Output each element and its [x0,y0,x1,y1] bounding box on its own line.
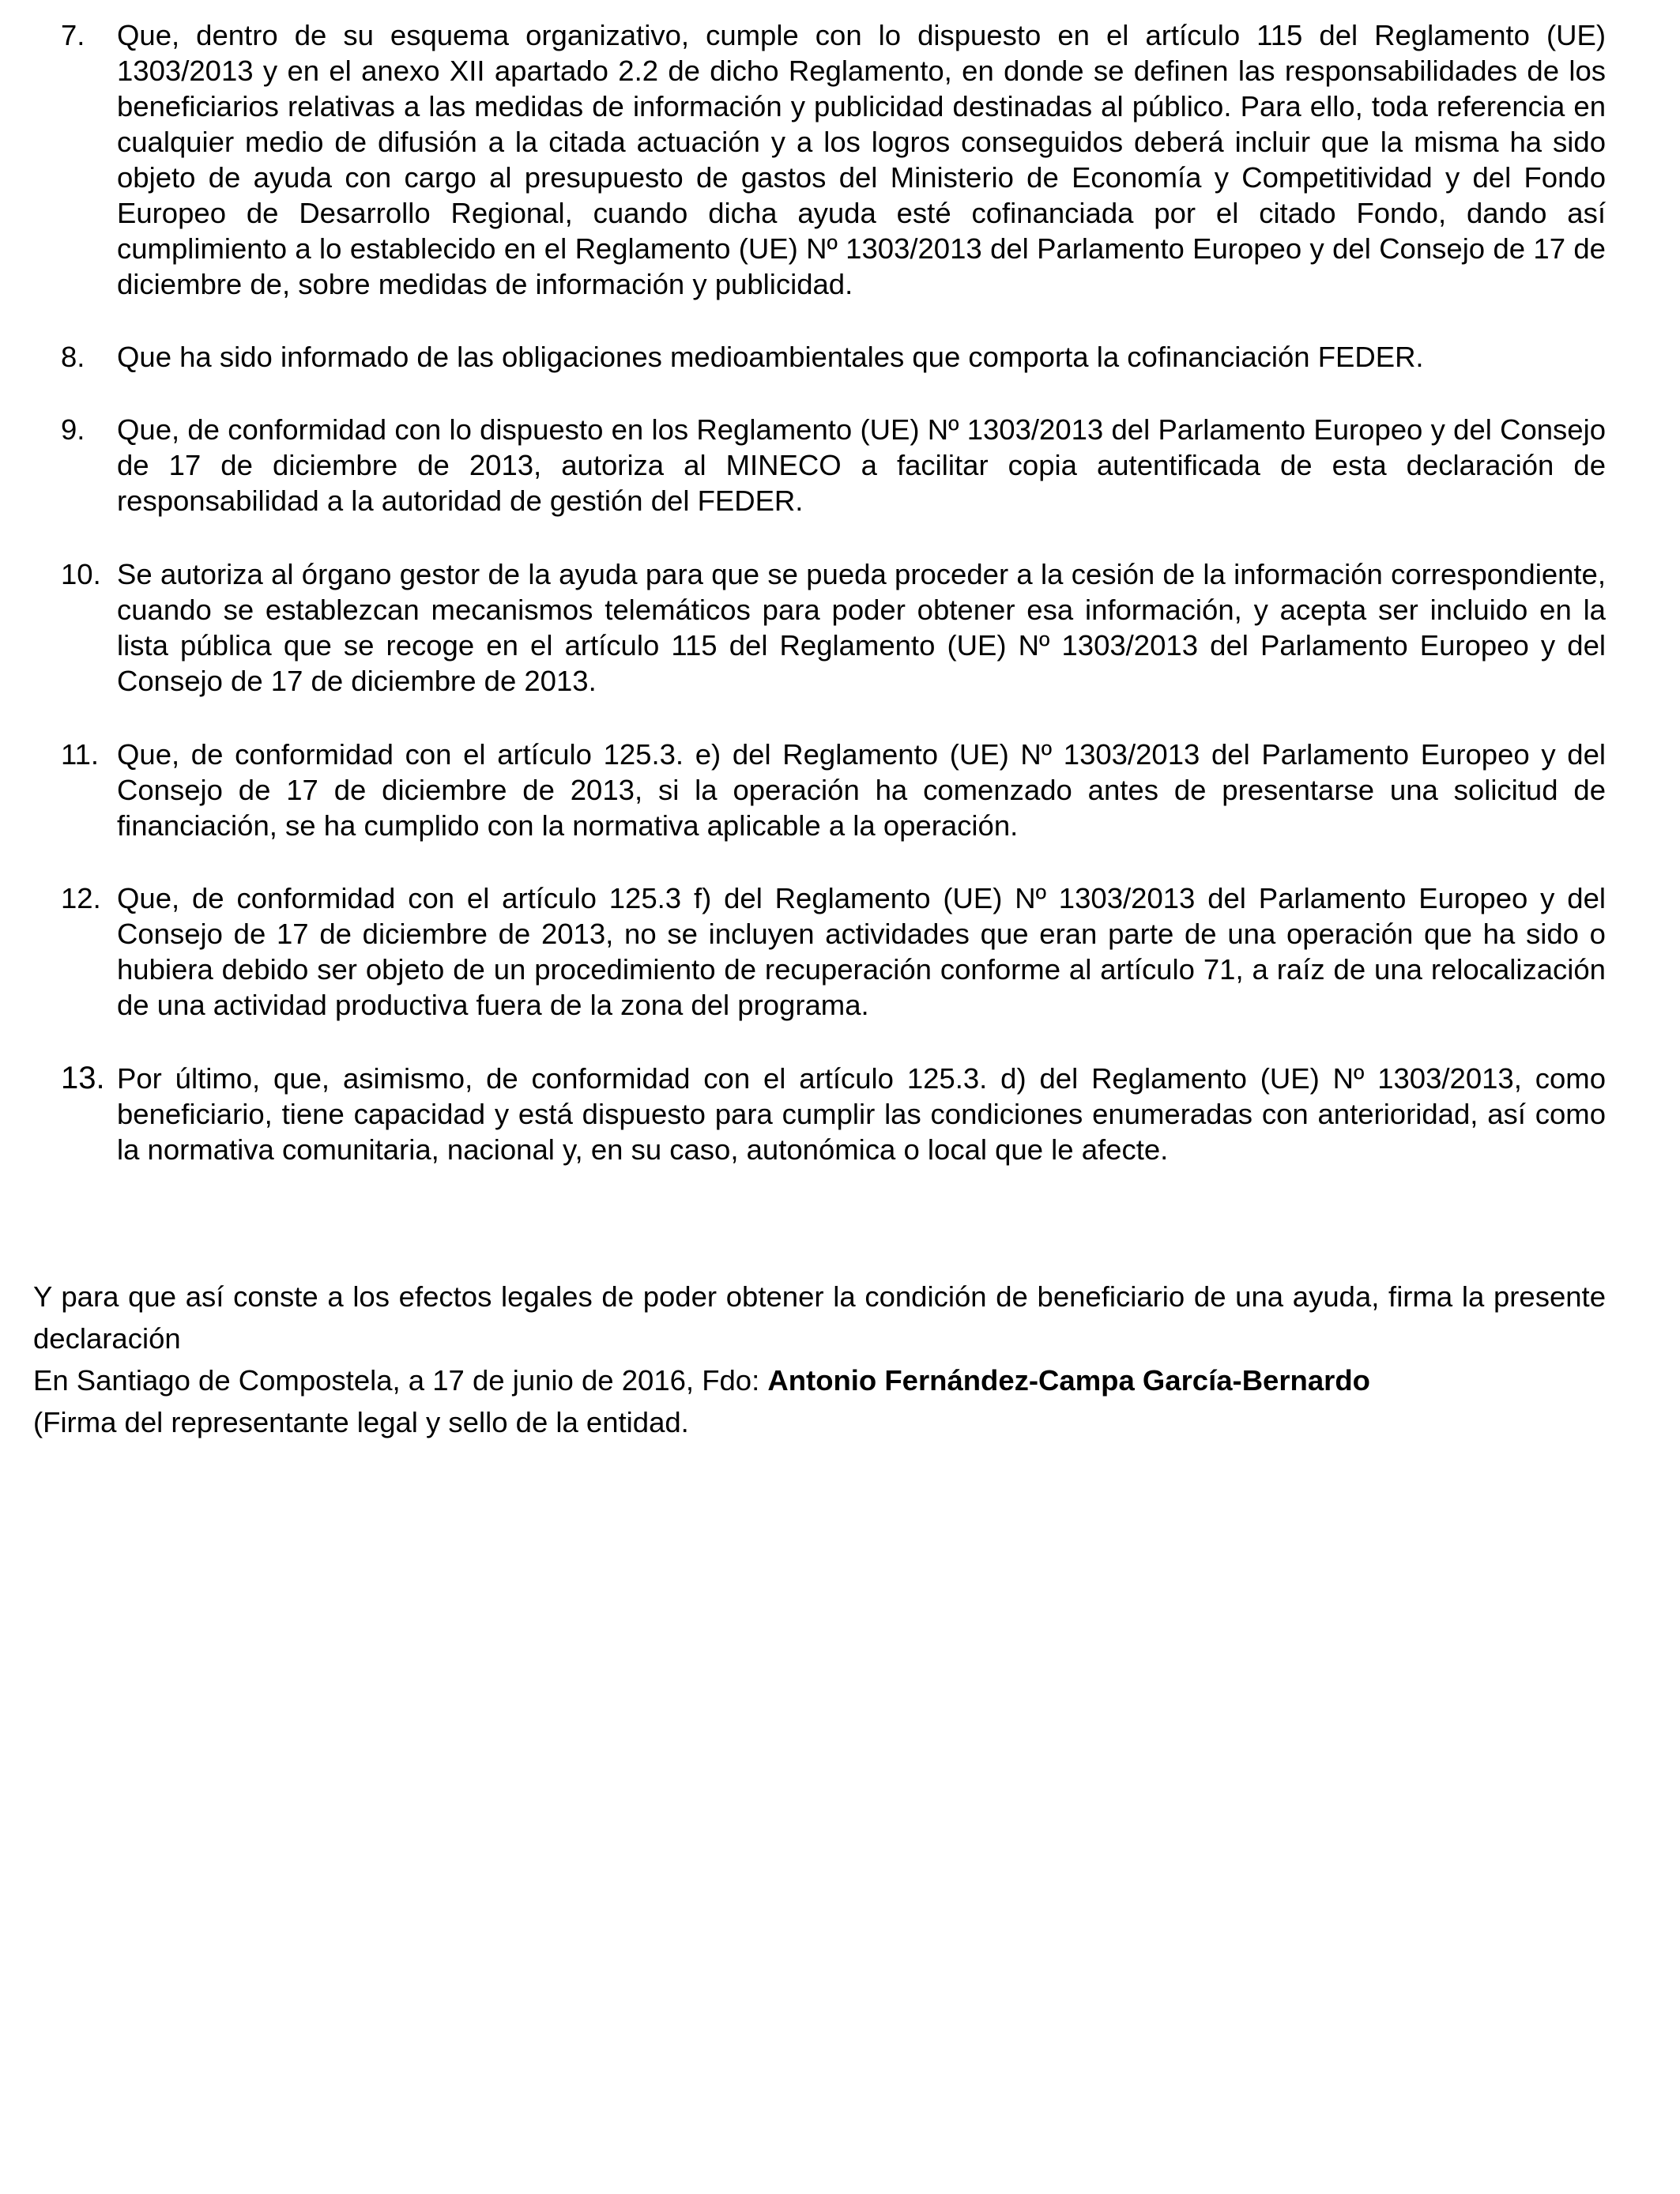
closing-block [33,1276,1606,1443]
item-text: Se autoriza al órgano gestor de la ayuda para que se pueda proceder a la cesión de la información correspondiente, cuando se establezcan mecanismos telemáticos para poder obtener esa información, y acepta ser incluido en la lista pública que se recoge en el artículo 115 del Reglamento (UE) Nº 1303/2013 del Parlamento Europeo y del Consejo de 17 de diciembre de 2013. [117,558,1606,697]
place-date: En Santiago de Compostela, a 17 de junio de 2016, Fdo: [33,1364,768,1397]
list-item-13 [33,1061,1606,1167]
item-text: Por último, que, asimismo, de conformidad con el artículo 125.3. d) del Reglamento (UE) Nº 1303/2013, como beneficiario, tiene capacidad y está dispuesto para cumplir las condiciones enumeradas con anterioridad, así como la normativa comunitaria, nacional y, en su caso, autonómica o local que le afecte. [117,1062,1606,1166]
declaration-list [33,17,1606,1167]
closing-statement: Y para que así conste a los efectos legales de poder obtener la condición de beneficiario de una ayuda, firma la presente declaración [33,1280,1606,1355]
list-item-8 [33,339,1606,375]
item-text: Que, dentro de su esquema organizativo, cumple con lo dispuesto en el artículo 115 del Reglamento (UE) 1303/2013 y en el anexo XII apartado 2.2 de dicho Reglamento, en donde se definen las responsabilidades de los beneficiarios relativas a las medidas de información y publicidad destinadas al público. Para ello, toda referencia en cualquier medio de difusión a la citada actuación y a los logros conseguidos deberá incluir que la misma ha sido objeto de ayuda con cargo al presupuesto de gastos del Ministerio de Economía y Competitividad y del Fondo Europeo de Desarrollo Regional, cuando dicha ayuda esté cofinanciada por el citado Fondo, dando así cumplimiento a lo establecido en el Reglamento (UE) Nº 1303/2013 del Parlamento Europeo y del Consejo de 17 de diciembre de, sobre medidas de información y publicidad. [117,19,1606,300]
item-number: 9. [61,413,85,446]
item-number: 7. [61,19,85,51]
list-item-12 [33,880,1606,1023]
item-number: 10. [61,558,101,590]
item-number: 11. [61,738,100,771]
item-number: 13. [61,1061,105,1095]
list-item-11 [33,737,1606,843]
list-item-9 [33,412,1606,518]
item-text: Que, de conformidad con el artículo 125.3 f) del Reglamento (UE) Nº 1303/2013 del Parlamento Europeo y del Consejo de 17 de diciembre de 2013, no se incluyen actividades que eran parte de una operación que ha sido o hubiera debido ser objeto de un procedimiento de recuperación conforme al artículo 71, a raíz de una relocalización de una actividad productiva fuera de la zona del programa. [117,882,1606,1021]
item-text: Que ha sido informado de las obligaciones medioambientales que comporta la cofinanciación FEDER. [117,341,1424,373]
item-text: Que, de conformidad con lo dispuesto en los Reglamento (UE) Nº 1303/2013 del Parlamento Europeo y del Consejo de 17 de diciembre de 2013, autoriza al MINECO a facilitar copia autentificada de esta declaración de responsabilidad a la autoridad de gestión del FEDER. [117,413,1606,517]
signature-note: (Firma del representante legal y sello de la entidad. [33,1406,689,1438]
place-date-line [33,1359,1606,1401]
list-item-7 [33,17,1606,302]
item-number: 12. [61,882,101,914]
item-text: Que, de conformidad con el artículo 125.3. e) del Reglamento (UE) Nº 1303/2013 del Parlamento Europeo y del Consejo de 17 de diciembre de 2013, si la operación ha comenzado antes de presentarse una solicitud de financiación, se ha cumplido con la normativa aplicable a la operación. [117,738,1606,842]
signer-name: Antonio Fernández-Campa García-Bernardo [767,1364,1370,1397]
list-item-10 [33,556,1606,699]
item-number: 8. [61,341,85,373]
